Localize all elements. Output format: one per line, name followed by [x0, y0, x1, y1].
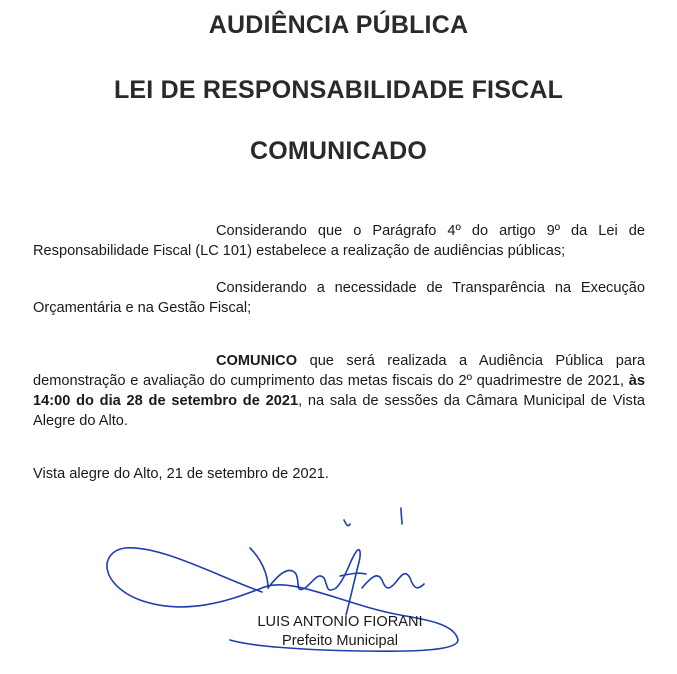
- paragraph-considering-law-text: Considerando que o Parágrafo 4º do artigo 9º da Lei de Responsabilidade Fiscal (LC 101) estabelece a realização de audiências públicas;: [33, 223, 645, 259]
- paragraph-considering-transparency: [33, 278, 645, 318]
- paragraph-considering-transparency-text: Considerando a necessidade de Transparência na Execução Orçamentária e na Gestão Fiscal;: [33, 280, 645, 316]
- document-title: AUDIÊNCIA PÚBLICA: [208, 11, 469, 39]
- announcement-lead: COMUNICO: [216, 353, 298, 369]
- announcement-text-a: que será realizada a Audiência Pública para demonstração e avaliação do cumprimento das metas fiscais do 2º quadrimestre de 2021,: [33, 353, 645, 389]
- announcement-text-b: , na sala de sessões da Câmara Municipal de Vista Alegre do Alto.: [33, 393, 645, 429]
- announcement-datetime: às 14:00 do dia 28 de setembro de 2021: [33, 373, 645, 409]
- signer-role: Prefeito Municipal: [282, 633, 398, 649]
- notice-heading: COMUNICADO: [250, 137, 427, 165]
- paragraph-considering-law: [33, 221, 645, 261]
- signer-name: LUIS ANTONIO FIORANI: [257, 614, 423, 630]
- dateline: Vista alegre do Alto, 21 de setembro de 2021.: [33, 466, 329, 482]
- paragraph-announcement: [33, 351, 645, 431]
- document-subtitle: LEI DE RESPONSABILIDADE FISCAL: [113, 76, 564, 104]
